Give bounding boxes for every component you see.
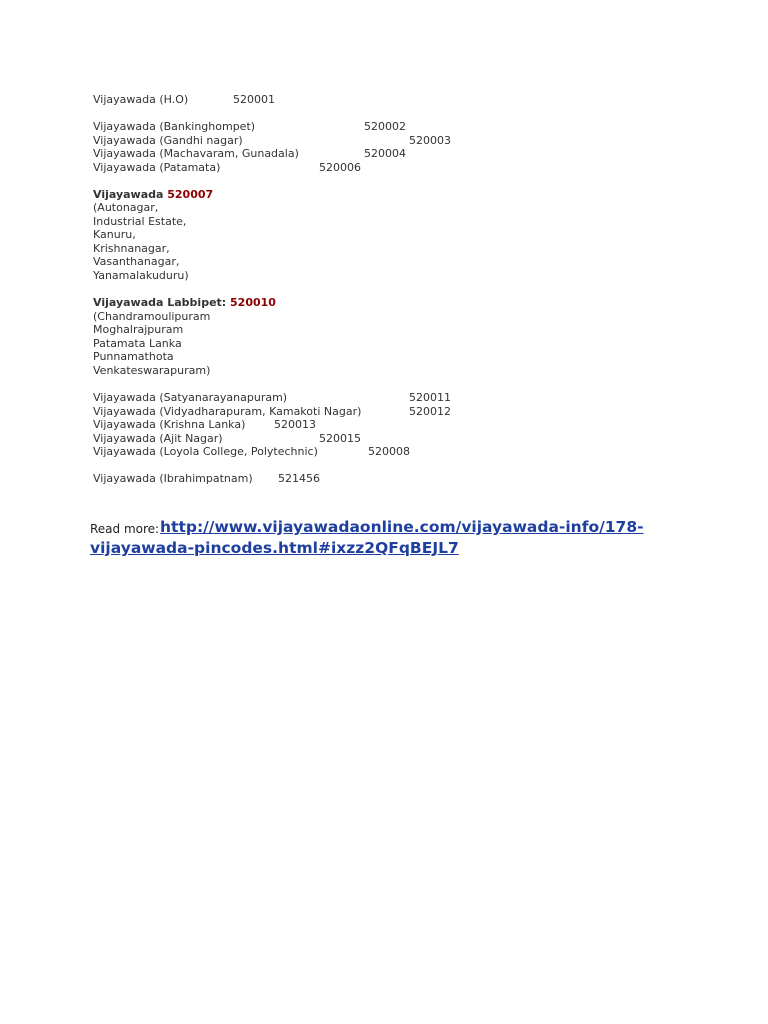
entry-pincode: 520004	[364, 147, 406, 160]
entry-name: Vijayawada (H.O)	[93, 93, 189, 106]
entry-name: Vijayawada (Vidyadharapuram, Kamakoti Nagar)	[93, 404, 362, 418]
block1-area: Kanuru,	[93, 228, 136, 241]
entry-pincode: 520013	[274, 418, 316, 431]
read-more-link-continued[interactable]: vijayawada-pincodes.html#ixzz2QFqBEJL7	[90, 539, 459, 557]
block2-area: Venkateswarapuram)	[93, 363, 211, 377]
entry-name: Vijayawada (Patamata)	[93, 160, 221, 174]
entry-pincode: 520006	[319, 160, 361, 174]
entry-pincode: 520008	[368, 445, 410, 458]
block1-area: (Autonagar,	[93, 201, 159, 214]
block1-area: Yanamalakuduru)	[93, 268, 189, 282]
entry-pincode: 520015	[319, 431, 361, 445]
block2-area: Patamata Lanka	[93, 336, 182, 350]
entry-name: Vijayawada (Loyola College, Polytechnic)	[93, 445, 318, 458]
block1-title: Vijayawada	[93, 187, 168, 201]
entry-name: Vijayawada (Gandhi nagar)	[93, 133, 243, 147]
entry-name: Vijayawada (Krishna Lanka)	[93, 418, 246, 431]
entry-name: Vijayawada (Bankinghompet)	[93, 120, 256, 133]
entry-pincode: 520011	[409, 391, 451, 404]
block2-area: Moghalrajpuram	[93, 323, 184, 336]
block2-heading	[93, 296, 276, 310]
entry-pincode: 520003	[409, 133, 451, 147]
block1-pincode: 520007	[167, 187, 214, 201]
entry-name: Vijayawada (Machavaram, Gunadala)	[93, 147, 299, 160]
entry-pincode: 520001	[233, 93, 275, 106]
entry-pincode: 521456	[278, 472, 320, 485]
read-more-label: Read more:	[90, 522, 160, 536]
entry-name: Vijayawada (Ajit Nagar)	[93, 431, 223, 445]
block1-area: Krishnanagar,	[93, 241, 170, 255]
entry-name: Vijayawada (Satyanarayanapuram)	[93, 391, 288, 404]
read-more-link[interactable]: http://www.vijayawadaonline.com/vijayawada-info/178-	[160, 518, 644, 536]
block2-area: Punnamathota	[93, 350, 174, 363]
entry-name: Vijayawada (Ibrahimpatnam)	[93, 472, 253, 485]
block2-area: (Chandramoulipuram	[93, 309, 211, 323]
block1-area: Vasanthanagar,	[93, 255, 180, 268]
block1-area: Industrial Estate,	[93, 214, 187, 228]
entry-pincode: 520002	[364, 120, 406, 133]
block2-title: Vijayawada Labbipet:	[93, 296, 231, 309]
entry-pincode: 520012	[409, 404, 451, 418]
block1-heading	[93, 188, 213, 202]
block2-pincode: 520010	[230, 296, 276, 309]
